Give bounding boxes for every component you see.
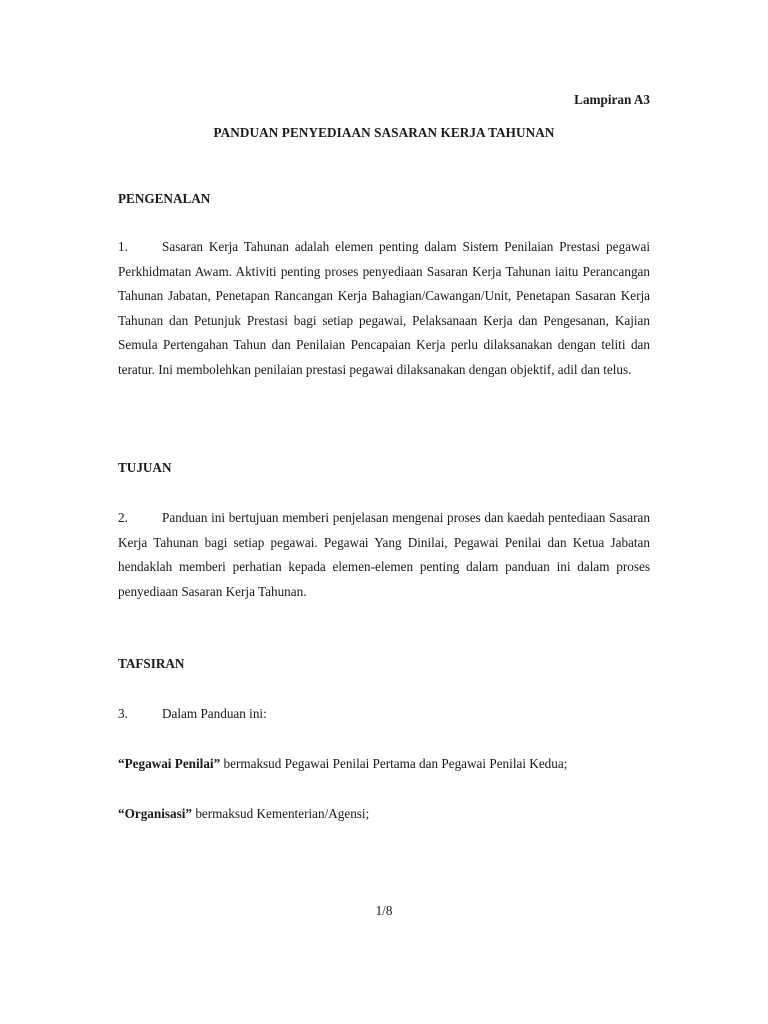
definition-meaning: bermaksud Pegawai Penilai Pertama dan Pegawai Penilai Kedua; [220,756,568,771]
page-number: 1/8 [375,903,393,918]
document-title: PANDUAN PENYEDIAAN SASARAN KERJA TAHUNAN [213,125,555,140]
paragraph-number: 1. [118,239,128,254]
paragraph-1 [118,235,650,383]
paragraph-2 [118,506,650,604]
definition-term: “Organisasi” [118,806,193,821]
definition-meaning: bermaksud Kementerian/Agensi; [192,806,370,821]
paragraph-3 [118,702,650,727]
definition-pegawai-penilai [118,756,650,772]
paragraph-text: Sasaran Kerja Tahunan adalah elemen penting dalam Sistem Penilaian Prestasi pegawai Perkhidmatan Awam. Aktiviti penting proses penyediaan Sasaran Kerja Tahunan iaitu Perancangan Tahunan Jabatan, Penetapan Rancangan Kerja Bahagian/Cawangan/Unit, Penetapan Sasaran Kerja Tahunan dan Petunjuk Prestasi bagi setiap pegawai, Pelaksanaan Kerja dan Pengesanan, Kajian Semula Pertengahan Tahun dan Penilaian Pencapaian Kerja perlu dilaksanakan dengan teliti dan teratur. Ini membolehkan penilaian prestasi pegawai dilaksanakan dengan objektif, adil dan telus. [118,239,650,377]
definition-organisasi [118,806,650,822]
section-heading-tujuan: TUJUAN [118,460,172,475]
section-heading-pengenalan: PENGENALAN [118,191,211,206]
paragraph-text: Dalam Panduan ini: [162,706,267,721]
definition-term: “Pegawai Penilai” [118,756,221,771]
annex-label: Lampiran A3 [574,92,650,107]
paragraph-number: 2. [118,510,128,525]
paragraph-text: Panduan ini bertujuan memberi penjelasan mengenai proses dan kaedah pentediaan Sasaran Kerja Tahunan bagi setiap pegawai. Pegawai Yang Dinilai, Pegawai Penilai dan Ketua Jabatan hendaklah memberi perhatian kepada elemen-elemen penting dalam panduan ini dalam proses penyediaan Sasaran Kerja Tahunan. [118,510,650,599]
section-heading-tafsiran: TAFSIRAN [118,656,185,671]
paragraph-number: 3. [118,706,128,721]
